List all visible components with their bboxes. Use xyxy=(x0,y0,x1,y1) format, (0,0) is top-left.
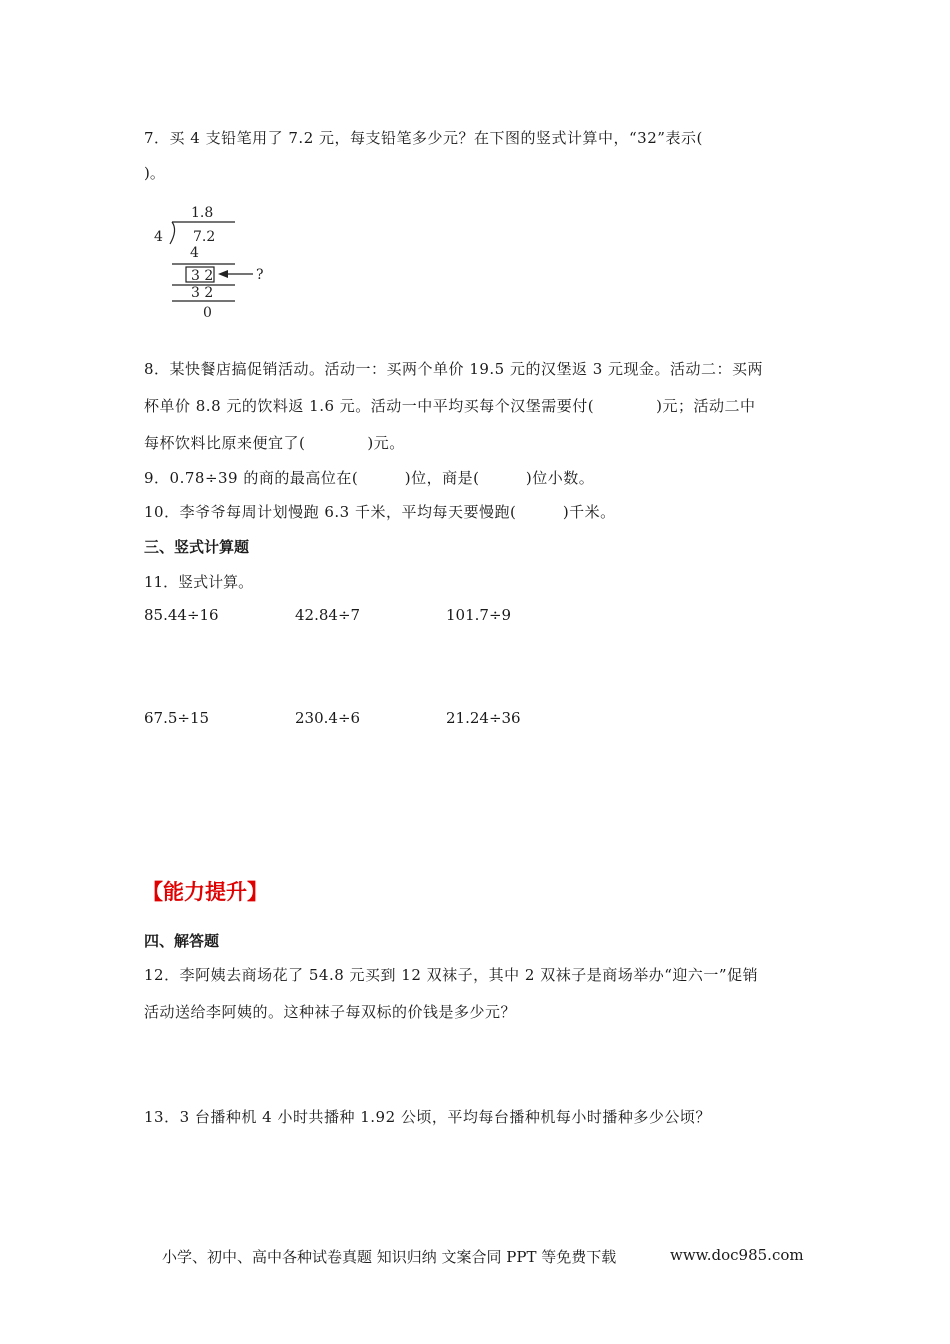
division-quotient: 1.8 xyxy=(191,205,214,221)
division-bracket xyxy=(170,222,175,244)
calc-item: 67.5÷15 xyxy=(144,709,210,727)
calc-item: 230.4÷6 xyxy=(295,709,361,727)
division-step2: 3 2 xyxy=(191,285,214,301)
division-dividend: 7.2 xyxy=(193,229,216,245)
q7-line2: )。 xyxy=(144,164,165,182)
q10-text: 10．李爷爷每周计划慢跑 6.3 千米，平均每天要慢跑( )千米。 xyxy=(144,503,616,521)
q9-text: 9．0.78÷39 的商的最高位在( )位，商是( )位小数。 xyxy=(144,469,595,487)
calc-item: 42.84÷7 xyxy=(295,606,361,624)
division-remainder: 0 xyxy=(203,305,212,321)
q8-line2: 杯单价 8.8 元的饮料返 1.6 元。活动一中平均买每个汉堡需要付( )元；活动二中 xyxy=(144,397,756,415)
arrow-head xyxy=(218,270,228,278)
ability-heading: 【能力提升】 xyxy=(142,880,268,904)
footer-text: 小学、初中、高中各种试卷真题 知识归纳 文案合同 PPT 等免费下载 xyxy=(162,1248,617,1266)
q8-line3: 每杯饮料比原来便宜了( )元。 xyxy=(144,434,405,452)
division-divisor: 4 xyxy=(154,229,163,245)
arrow-question-mark: ? xyxy=(256,267,264,283)
q8-line1: 8．某快餐店搞促销活动。活动一：买两个单价 19.5 元的汉堡返 3 元现金。活动二：买两 xyxy=(144,360,764,378)
q7-line1: 7．买 4 支铅笔用了 7.2 元，每支铅笔多少元？在下图的竖式计算中，“32”表示( xyxy=(144,129,703,147)
footer-url[interactable]: www.doc985.com xyxy=(670,1246,804,1264)
footer xyxy=(162,1246,804,1267)
long-division-figure xyxy=(148,200,278,325)
q13-text: 13．3 台播种机 4 小时共播种 1.92 公顷，平均每台播种机每小时播种多少公顷？ xyxy=(144,1108,711,1126)
calc-item: 21.24÷36 xyxy=(446,709,521,727)
q11-title: 11．竖式计算。 xyxy=(144,573,254,591)
section4-heading: 四、解答题 xyxy=(144,932,220,950)
q12-line1: 12．李阿姨去商场花了 54.8 元买到 12 双袜子，其中 2 双袜子是商场举办“迎六一”促销 xyxy=(144,966,759,984)
division-step1: 4 xyxy=(190,245,199,261)
q12-line2: 活动送给李阿姨的。这种袜子每双标的价钱是多少元？ xyxy=(144,1003,517,1021)
calc-item: 101.7÷9 xyxy=(446,606,512,624)
calc-item: 85.44÷16 xyxy=(144,606,219,624)
division-boxed-value: 3 2 xyxy=(191,268,214,284)
section3-heading: 三、竖式计算题 xyxy=(144,538,250,556)
